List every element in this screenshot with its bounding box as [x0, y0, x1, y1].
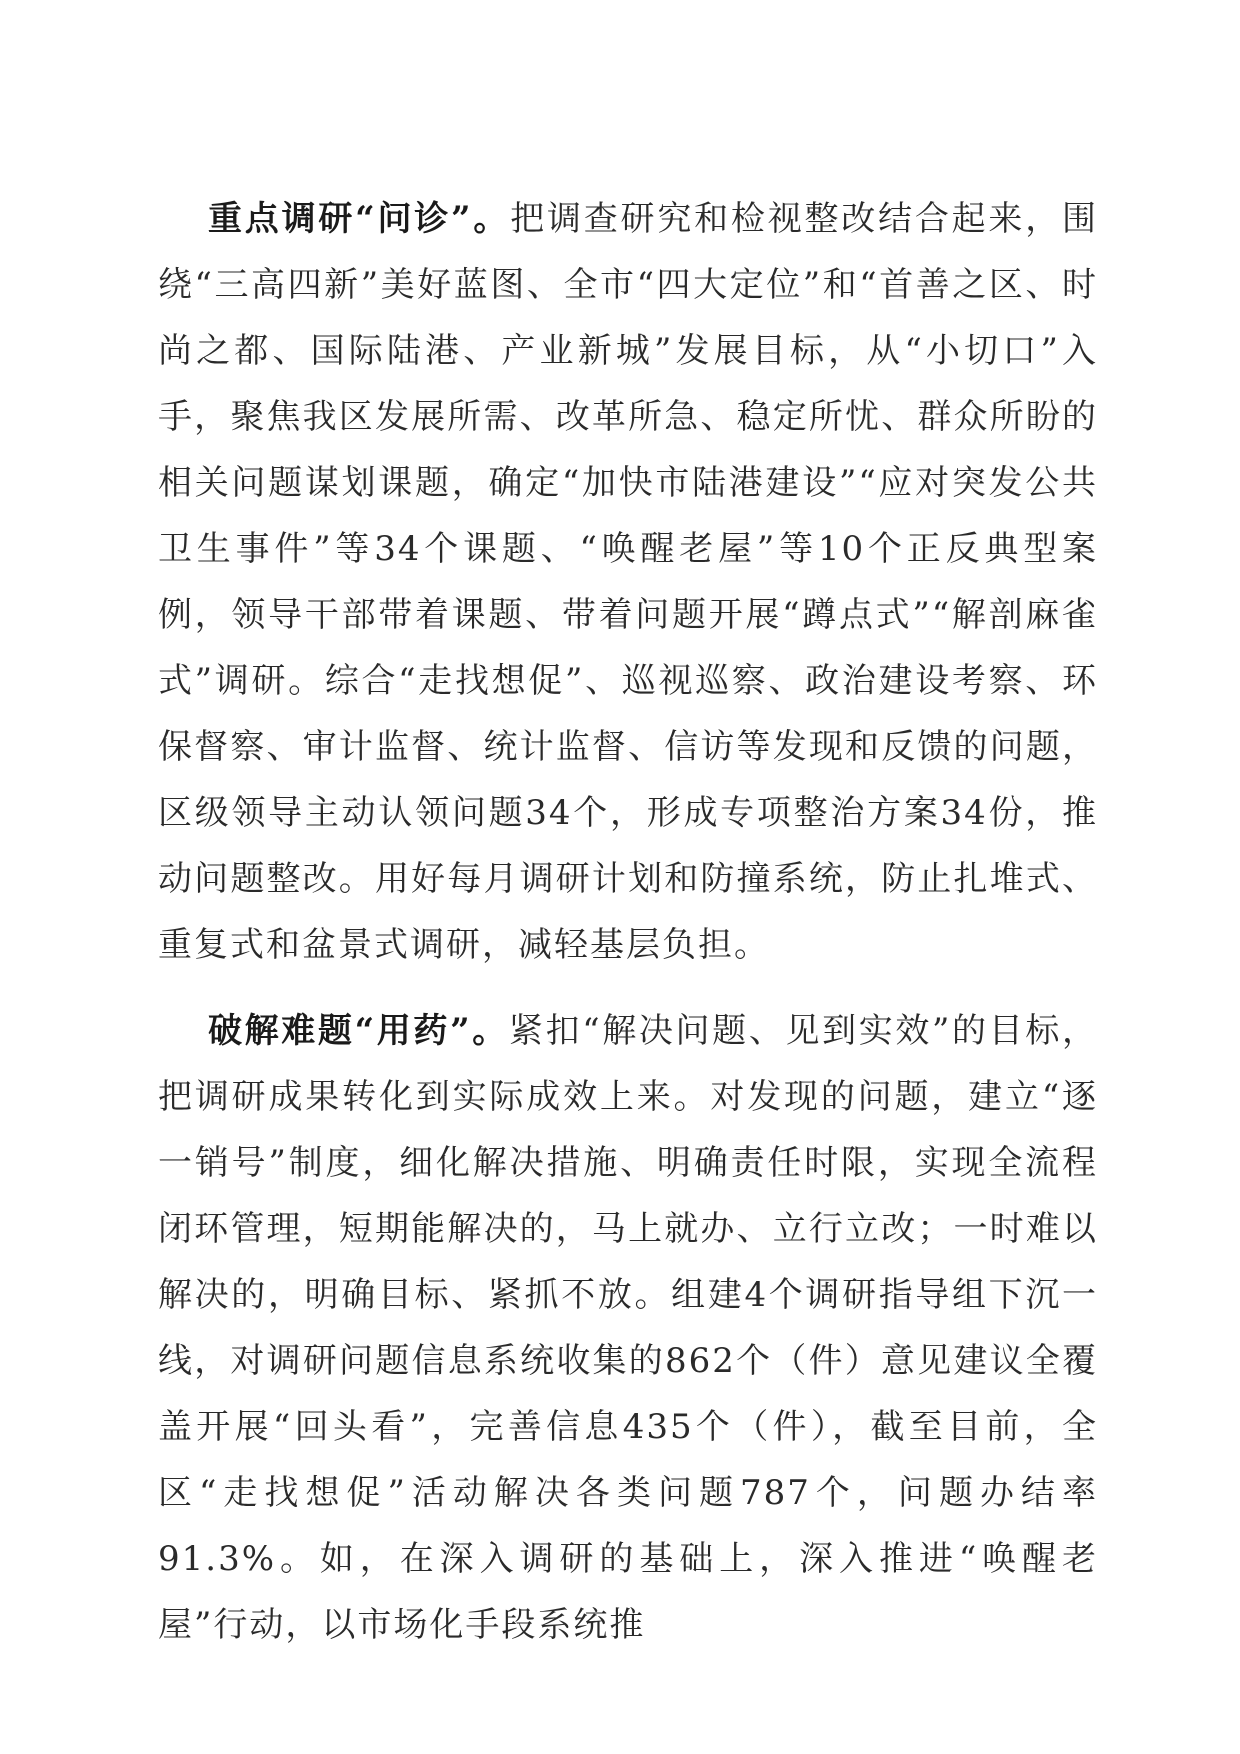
paragraph-solve-problems: [158, 998, 1098, 1658]
paragraph-heading: 重点调研“问诊”。: [208, 199, 511, 239]
paragraph-heading: 破解难题“用药”。: [208, 1011, 509, 1051]
paragraph-text: 把调查研究和检视整改结合起来，围绕“三高四新”美好蓝图、全市“四大定位”和“首善之区、时尚之都、国际陆港、产业新城”发展目标，从“小切口”入手，聚焦我区发展所需、改革所急、稳定所忧、群众所盼的相关问题谋划课题，确定“加快市陆港建设”“应对突发公共卫生事件”等34个课题、“唤醒老屋”等10个正反典型案例，领导干部带着课题、带着问题开展“蹲点式”“解剖麻雀式”调研。综合“走找想促”、巡视巡察、政治建设考察、环保督察、审计监督、统计监督、信访等发现和反馈的问题，区级领导主动认领问题34个，形成专项整治方案34份，推动问题整改。用好每月调研计划和防撞系统，防止扎堆式、重复式和盆景式调研，减轻基层负担。: [158, 199, 1098, 965]
paragraph-text: 紧扣“解决问题、见到实效”的目标，把调研成果转化到实际成效上来。对发现的问题，建立“逐一销号”制度，细化解决措施、明确责任时限，实现全流程闭环管理，短期能解决的，马上就办、立行立改；一时难以解决的，明确目标、紧抓不放。组建4个调研指导组下沉一线，对调研问题信息系统收集的862个（件）意见建议全覆盖开展“回头看”，完善信息435个（件），截至目前，全区“走找想促”活动解决各类问题787个，问题办结率91.3%。如，在深入调研的基础上，深入推进“唤醒老屋”行动，以市场化手段系统推: [158, 1011, 1098, 1645]
paragraph-key-research: [158, 186, 1098, 978]
document-body: [158, 186, 1098, 1658]
